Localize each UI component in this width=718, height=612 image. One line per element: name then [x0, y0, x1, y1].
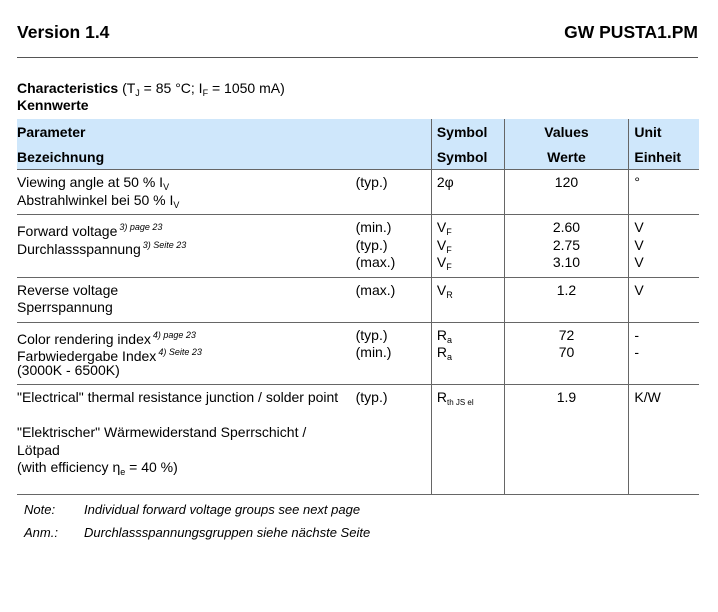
notes — [24, 502, 370, 548]
condition-cell: (max.) — [356, 277, 432, 322]
symbol-cell: $R_{th JS el}$ — [431, 385, 504, 495]
header-werte: Werte — [504, 144, 629, 170]
condition-cell: (min.) (typ.) (max.) — [356, 215, 432, 278]
value-cell: 120 — [504, 170, 629, 215]
page-header — [17, 22, 698, 46]
param-cell: Viewing angle at 50 % $I_V$ Abstrahlwinkel bei 50 % $I_V$ — [17, 170, 356, 215]
param-cell: "Electrical" thermal resistance junction / solder point "Elektrischer" Wärmewiderstand Sperrschicht / Lötpad (with efficiency $\eta_e = 40$ %) — [17, 385, 356, 495]
header-bezeichnung: Bezeichnung — [17, 144, 431, 170]
symbol-cell: 2φ — [431, 170, 504, 215]
value-cell: 2.60 2.75 3.10 — [504, 215, 629, 278]
param-cell: Color rendering index $^{4) page 23}$ Farbwiedergabe Index $^{4) Seite 23}$ (3000K - 6500K) — [17, 322, 356, 385]
note-de: Anm.: Durchlassspannungsgruppen siehe nächste Seite — [24, 525, 371, 540]
table-row — [17, 385, 699, 495]
condition-cell: (typ.) — [356, 385, 432, 495]
condition-cell: (typ.) (min.) — [356, 322, 432, 385]
characteristics-label: Characteristics — [17, 80, 119, 96]
unit-cell: V — [629, 277, 699, 322]
table-row — [17, 322, 699, 385]
note-en: Note: Individual forward voltage groups see next page — [24, 502, 361, 517]
unit-cell: K/W — [629, 385, 699, 495]
header-unit: Unit — [629, 119, 699, 144]
characteristics-subtitle: Kennwerte — [17, 97, 89, 113]
param-cell: Forward voltage $^{3) page 23}$ Durchlassspannung $^{3) Seite 23}$ — [17, 215, 356, 278]
table-header-row — [17, 144, 699, 170]
unit-cell: - - — [629, 322, 699, 385]
table-header-row — [17, 119, 699, 144]
part-number: GW PUSTA1.PM — [564, 22, 698, 42]
header-parameter: Parameter — [17, 119, 431, 144]
characteristics-conditions: ($T_J = 85$ °C; $I_F = 1050$ mA) — [122, 80, 285, 98]
header-values: Values — [504, 119, 629, 144]
table-row — [17, 170, 699, 215]
value-cell: 1.9 — [504, 385, 629, 495]
document-version: Version 1.4 — [17, 22, 110, 42]
header-symbol-de: Symbol — [431, 144, 504, 170]
header-divider — [17, 57, 698, 58]
value-cell: 1.2 — [504, 277, 629, 322]
characteristics-table — [17, 119, 699, 495]
header-symbol: Symbol — [431, 119, 504, 144]
header-einheit: Einheit — [629, 144, 699, 170]
table-row — [17, 215, 699, 278]
value-cell: 72 70 — [504, 322, 629, 385]
param-cell: Reverse voltage Sperrspannung — [17, 277, 356, 322]
symbol-cell: $R_a$ $R_a$ — [431, 322, 504, 385]
unit-cell: ° — [629, 170, 699, 215]
symbol-cell: $V_F$ $V_F$ $V_F$ — [431, 215, 504, 278]
symbol-cell: $V_R$ — [431, 277, 504, 322]
condition-cell: (typ.) — [356, 170, 432, 215]
unit-cell: V V V — [629, 215, 699, 278]
table-row — [17, 277, 699, 322]
